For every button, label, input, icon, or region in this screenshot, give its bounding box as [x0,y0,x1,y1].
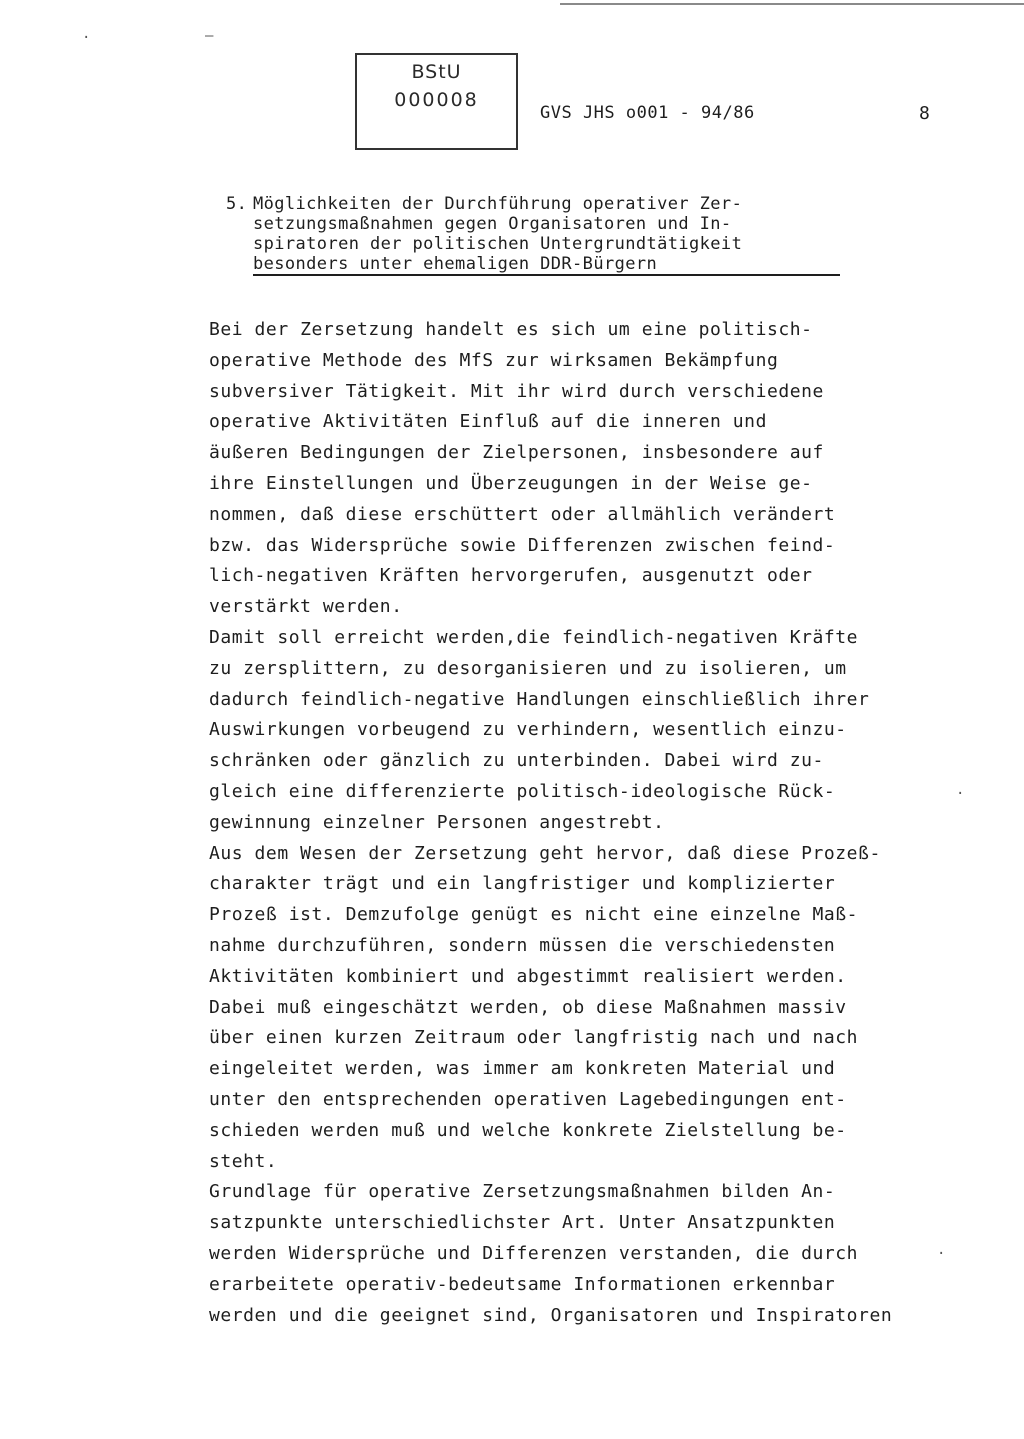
page-number: 8 [919,103,930,124]
paragraph-1: Bei der Zersetzung handelt es sich um eine politisch- operative Methode des MfS zur wirksamen Bekämpfung subversiver Tätigkeit. Mit ihr wird durch verschiedene operative Aktivitäten Einfluß auf die inneren und äußeren Bedingungen der Zielpersonen, insbesondere auf ihre Einstellungen und Überzeugungen in der Weise ge- nommen, daß diese erschüttert oder allmählich verändert bzw. das Widersprüche sowie Differenzen zwischen feind- lich-negativen Kräften hervorgerufen, ausgenutzt oder verstärkt werden. [209,319,836,618]
archive-stamp [355,53,518,150]
scan-speck: · [937,1246,946,1262]
section-heading [226,194,840,276]
section-title: Möglichkeiten der Durchführung operativer Zer- setzungsmaßnahmen gegen Organisatoren und In- spiratoren der politischen Untergrundtätigkeit besonders unter ehemaligen DDR-Bürgern [253,194,840,276]
paragraph-3: Aus dem Wesen der Zersetzung geht hervor, daß diese Prozeß- charakter trägt und ein langfristiger und komplizierter Prozeß ist. Demzufolge genügt es nicht eine einzelne Maß- nahme durchzuführen, sondern müssen die verschiedensten Aktivitäten kombiniert und abgestimmt realisiert werden. Dabei muß eingeschätzt werden, ob diese Maßnahmen massiv über einen kurzen Zeitraum oder langfristig nach und nach eingeleitet werden, was immer am konkreten Material und unter den entsprechenden operativen Lagebedingungen ent- schieden werden muß und welche konkrete Zielstellung be- steht. [209,842,881,1172]
stamp-page-counter: 000008 [394,89,479,111]
section-number: 5. [226,194,248,214]
paragraph-2: Damit soll erreicht werden,die feindlich-negativen Kräfte zu zersplittern, zu desorganisieren und zu isolieren, um dadurch feindlich-negative Handlungen einschließlich ihrer Auswirkungen vorbeugend zu verhindern, wesentlich einzu- schränken oder gänzlich zu unterbinden. Dabei wird zu- gleich eine differenzierte politisch-ideologische Rück- gewinnung einzelner Personen angestrebt. [209,626,870,833]
paragraph-4: Grundlage für operative Zersetzungsmaßnahmen bilden An- satzpunkte unterschiedlichster Art. Unter Ansatzpunkten werden Widersprüche und Differenzen verstanden, die durch erarbeitete operativ-bedeutsame Informationen erkennbar werden und die geeignet sind, Organisatoren und Inspiratoren [209,1181,893,1326]
document-reference: GVS JHS o001 - 94/86 [540,103,755,123]
stamp-archive-label: BStU [411,61,462,83]
scan-speck: · [82,30,91,46]
scan-speck: – [205,28,214,44]
page-edge-line [560,3,1024,5]
body-text [209,315,969,1331]
scan-speck: · [956,786,965,802]
